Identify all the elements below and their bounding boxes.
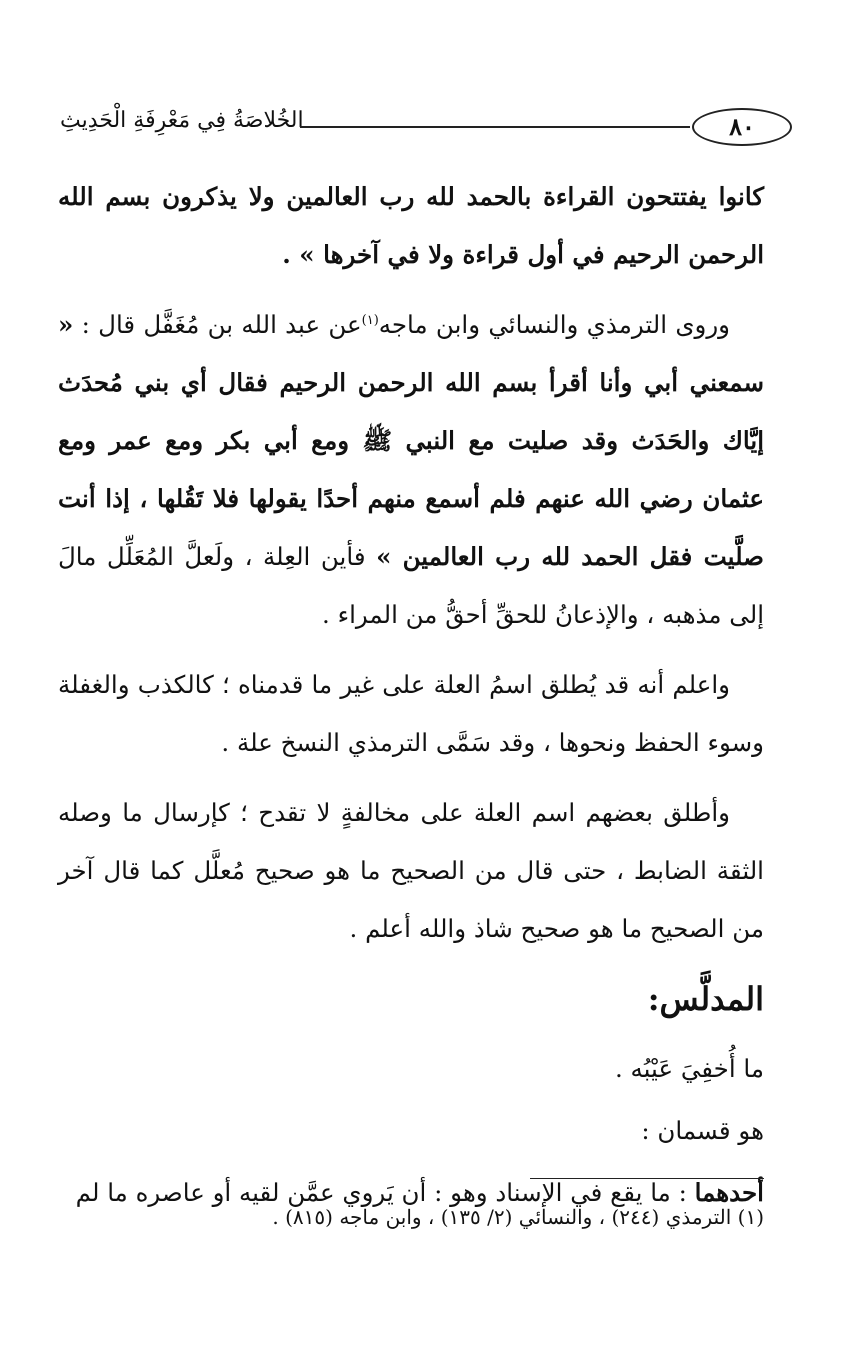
first-type-label: أحدهما [694, 1178, 764, 1207]
running-title: الخُلاصَةُ فِي مَعْرِفَةِ الْحَدِيثِ [60, 108, 304, 133]
section-heading: المدلَّس: [647, 980, 764, 1018]
header-rule [300, 126, 690, 128]
paragraph-1: كانوا يفتتحون القراءة بالحمد لله رب العالمين ولا يذكرون بسم الله الرحمن الرحيم في أول قراءة ولا في آخرها » . [58, 182, 764, 269]
p2-intro: وروى الترمذي والنسائي وابن ماجه [378, 310, 730, 339]
paragraph-4: وأطلق بعضهم اسم العلة على مخالفةٍ لا تقدح ؛ كإرسال ما وصله الثقة الضابط ، حتى قال من الصحيح ما هو صحيح مُعلَّل كما قال آخر من الصحيح ما هو صحيح شاذ والله أعلم . [58, 798, 764, 943]
footnote-marker[interactable]: (١) [361, 312, 379, 328]
types-line: هو قسمان : [641, 1116, 764, 1145]
paragraph-2 [58, 296, 764, 644]
paragraph-3: واعلم أنه قد يُطلق اسمُ العلة على غير ما قدمناه ؛ كالكذب والغفلة وسوء الحفظ ونحوها ، وقد سَمَّى الترمذي النسخ علة . [58, 670, 764, 757]
first-type-text: : ما يقع في الإسناد وهو : أن يَروي عمَّن لقيه أو عاصره ما لم [75, 1178, 695, 1207]
p2-tail: فأين العِلة ، ولَعلَّ المُعَلِّل مالَ إلى مذهبه ، والإذعانُ للحقِّ أحقُّ من المراء . [58, 542, 764, 629]
hadith-quote: « سمعني أبي وأنا أقرأ بسم الله الرحمن الرحيم فقال أي بني مُحدَث إيَّاك والحَدَث وقد صليت مع النبي ﷺ ومع أبي بكر ومع عمر ومع عثمان رضي الله عنهم فلم أسمع منهم أحدًا يقولها فلا تَقُلها ، إذا أنت صلَّيت فقل الحمد لله رب العالمين » [58, 310, 764, 571]
page-number: ٨٠ [692, 108, 792, 146]
definition: ما أُخفِيَ عَيْبُه . [614, 1054, 764, 1083]
main-text [58, 168, 764, 1234]
footnote: (١) الترمذي (٢٤٤) ، والنسائي (٢/ ١٣٥) ، وابن ماجه (٨١٥) . [272, 1205, 764, 1229]
p2-after-marker: عن عبد الله بن مُغَفَّل قال : [81, 310, 362, 339]
page-header [60, 98, 770, 158]
footnote-rule [530, 1178, 764, 1179]
